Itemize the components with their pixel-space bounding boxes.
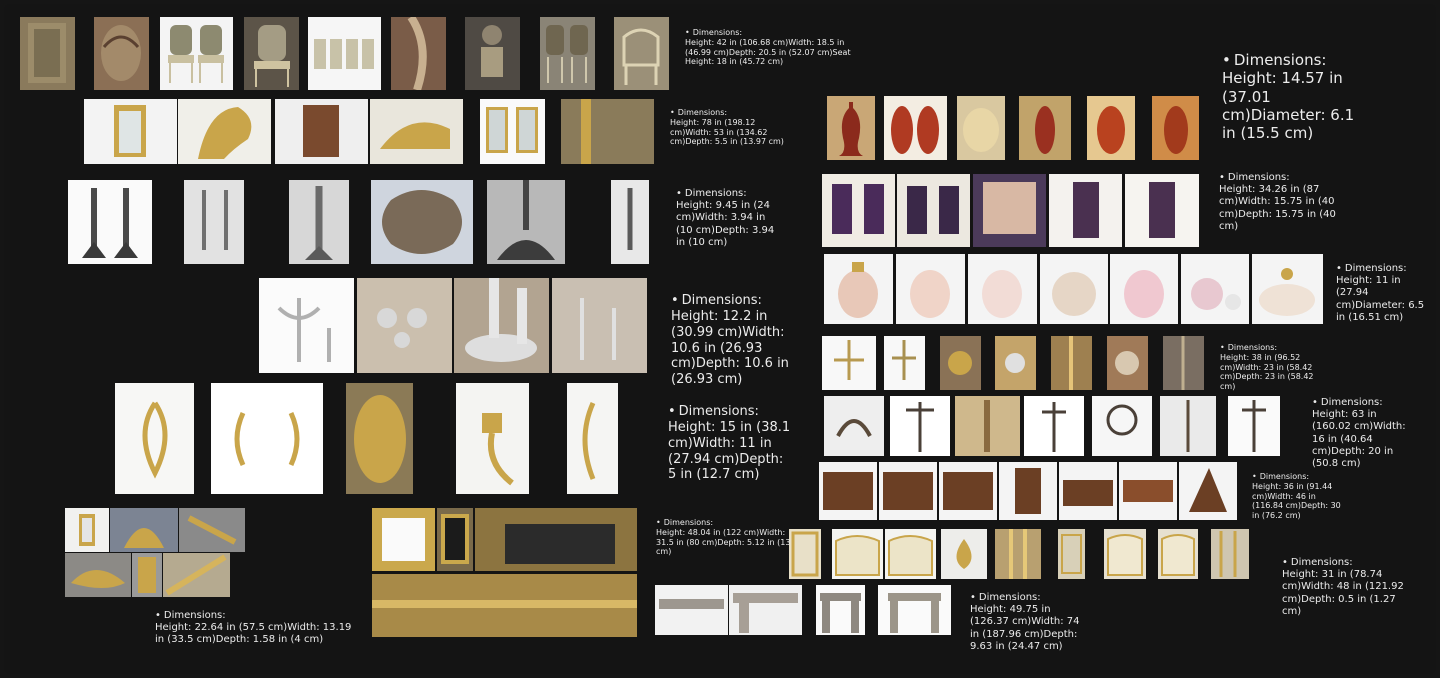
mirror-side-photo [561, 99, 654, 164]
dimensions-frame: • Dimensions: Height: 48.04 in (122 cm)Width: 31.5 in (80 cm)Depth: 5.12 in (13 cm) [656, 518, 796, 557]
screen-photo-2 [832, 529, 883, 579]
chandelier-photo-2 [884, 336, 925, 390]
screen-photo-9 [1211, 529, 1249, 579]
vase-photo-6 [1152, 96, 1199, 160]
small-mirror-photo-1 [65, 508, 109, 552]
vase-pair-photo [884, 96, 947, 160]
chair-frame-photo [614, 17, 669, 90]
mantel-photo-2 [729, 585, 802, 635]
screen-photo-5 [995, 529, 1041, 579]
frame-detail-photo [372, 574, 637, 637]
mantel-photo-4 [878, 585, 951, 635]
jar-photo-5 [1110, 254, 1178, 324]
mirror-photo-1 [84, 99, 177, 164]
chandelier-photo-5 [1051, 336, 1092, 390]
commode-photo-2 [879, 462, 937, 520]
sconce-side-photo [567, 383, 618, 494]
chandelier-photo-1 [822, 336, 876, 390]
urn-pair-photo [822, 174, 895, 247]
chair-set-photo [308, 17, 381, 90]
frame-photo-1 [372, 508, 435, 571]
frame-photo-2 [437, 508, 473, 571]
chair-vanity-photo [465, 17, 520, 90]
commode-photo-6 [1119, 462, 1177, 520]
chair-room-photo [244, 17, 299, 90]
vase-photo-5 [1087, 96, 1135, 160]
mantel-photo-3 [816, 585, 865, 635]
floor-candelabra-photo-1 [824, 396, 884, 456]
chair-detail-photo [20, 17, 75, 90]
vase-photo-3 [957, 96, 1005, 160]
floor-candelabra-photo-2 [890, 396, 950, 456]
dimensions-urns: • Dimensions: Height: 34.26 in (87 cm)Width: 15.75 in (40 cm)Depth: 15.75 in (40 cm) [1219, 172, 1347, 233]
frame-corner-photo [475, 508, 637, 571]
jar-photo-1 [824, 254, 893, 324]
mirror-carving-photo [178, 99, 271, 164]
urn-photo-5 [1125, 174, 1199, 247]
commode-photo-1 [819, 462, 877, 520]
candlestick-tall-photo [611, 180, 649, 264]
dimensions-candelabra: • Dimensions: Height: 12.2 in (30.99 cm)Width: 10.6 in (26.93 cm)Depth: 10.6 in (26.93 cm) [671, 293, 811, 388]
dimensions-floor-candelabra: • Dimensions: Height: 63 in (160.02 cm)Width: 16 in (40.64 cm)Depth: 20 in (50.8 cm) [1312, 397, 1417, 470]
chandelier-photo-4 [995, 336, 1036, 390]
mirror-pair-photo [480, 99, 545, 164]
jar-photo-2 [896, 254, 965, 324]
dimensions-commode: • Dimensions: Height: 36 in (91.44 cm)Width: 46 in (116.84 cm)Depth: 30 in (76.2 cm) [1252, 472, 1347, 521]
dimensions-chairs: • Dimensions: Height: 42 in (106.68 cm)Width: 18.5 in (46.99 cm)Depth: 20.5 in (52.07 cm)Seat Height: 18 in (45.72 cm) [685, 28, 865, 67]
mirror-back-photo [275, 99, 368, 164]
floor-candelabra-photo-5 [1092, 396, 1152, 456]
commode-photo-3 [939, 462, 997, 520]
sconce-cup-photo [456, 383, 529, 494]
chair-back-photo [94, 17, 149, 90]
dimensions-mirror: • Dimensions: Height: 78 in (198.12 cm)Width: 53 in (134.62 cm)Depth: 5.5 in (13.97 cm) [670, 108, 795, 147]
commode-photo-7 [1179, 462, 1237, 520]
sconce-backplate-photo [346, 383, 413, 494]
jar-lid-photo [1252, 254, 1323, 324]
floor-candelabra-photo-7 [1228, 396, 1280, 456]
screen-photo-4 [941, 529, 987, 579]
candelabra-pair-photo [552, 278, 647, 373]
vase-photo-4 [1019, 96, 1071, 160]
vase-photo-1 [827, 96, 875, 160]
dimensions-screen: • Dimensions: Height: 31 in (78.74 cm)Width: 48 in (121.92 cm)Depth: 0.5 in (1.27 cm) [1282, 557, 1412, 618]
screen-photo-3 [885, 529, 936, 579]
jar-photo-3 [968, 254, 1037, 324]
commode-photo-5 [1059, 462, 1117, 520]
chair-pair-photo-2 [540, 17, 595, 90]
sconce-photo-1 [115, 383, 194, 494]
candlestick-foot-photo [487, 180, 565, 264]
candlestick-single-photo [289, 180, 349, 264]
mantel-photo-1 [655, 585, 728, 635]
candlestick-base-photo [371, 180, 473, 264]
screen-photo-6 [1058, 529, 1085, 579]
commode-photo-4 [999, 462, 1057, 520]
floor-candelabra-photo-6 [1160, 396, 1216, 456]
dimensions-sconces: • Dimensions: Height: 15 in (38.1 cm)Width: 11 in (27.94 cm)Depth: 5 in (12.7 cm) [668, 404, 794, 483]
candlestick-pair-photo-2 [184, 180, 244, 264]
urn-pair-photo-2 [897, 174, 970, 247]
dimensions-small-mirror: • Dimensions: Height: 22.64 in (57.5 cm)Width: 13.19 in (33.5 cm)Depth: 1.58 in (4 cm) [155, 610, 355, 647]
chandelier-photo-3 [940, 336, 981, 390]
candelabra-photo-1 [259, 278, 354, 373]
small-mirror-crest-photo [110, 508, 178, 552]
floor-candelabra-photo-4 [1024, 396, 1084, 456]
chair-leg-photo [391, 17, 446, 90]
dimensions-chandelier: • Dimensions: Height: 38 in (96.52 cm)Width: 23 in (58.42 cm)Depth: 23 in (58.42 cm) [1220, 343, 1330, 392]
small-mirror-frame-photo [179, 508, 245, 552]
candelabra-detail-photo [454, 278, 549, 373]
candlestick-pair-photo [68, 180, 152, 264]
mirror-crest-photo [370, 99, 463, 164]
urn-painting-photo [973, 174, 1046, 247]
screen-photo-7 [1104, 529, 1146, 579]
small-mirror-carving-photo [65, 553, 131, 597]
chandelier-photo-6 [1107, 336, 1148, 390]
dimensions-vases: • Dimensions: Height: 14.57 in (37.01 cm)Diameter: 6.1 in (15.5 cm) [1222, 51, 1372, 142]
dimensions-jars: • Dimensions: Height: 11 in (27.94 cm)Diameter: 6.5 in (16.51 cm) [1336, 263, 1436, 324]
urn-photo-4 [1049, 174, 1122, 247]
small-mirror-thumb-photo [132, 553, 162, 597]
sconce-pair-photo [211, 383, 323, 494]
chandelier-photo-7 [1163, 336, 1204, 390]
floor-candelabra-photo-3 [955, 396, 1020, 456]
jar-photo-6 [1181, 254, 1249, 324]
screen-photo-8 [1158, 529, 1198, 579]
dimensions-mantel: • Dimensions: Height: 49.75 in (126.37 cm)Width: 74 in (187.96 cm)Depth: 9.63 in (24.47 cm) [970, 592, 1080, 653]
jar-photo-4 [1040, 254, 1108, 324]
candelabra-parts-photo [357, 278, 452, 373]
chair-pair-photo [160, 17, 233, 90]
dimensions-candlesticks: • Dimensions: Height: 9.45 in (24 cm)Width: 3.94 in (10 cm)Depth: 3.94 in (10 cm) [676, 188, 776, 249]
small-mirror-edge-photo [163, 553, 230, 597]
